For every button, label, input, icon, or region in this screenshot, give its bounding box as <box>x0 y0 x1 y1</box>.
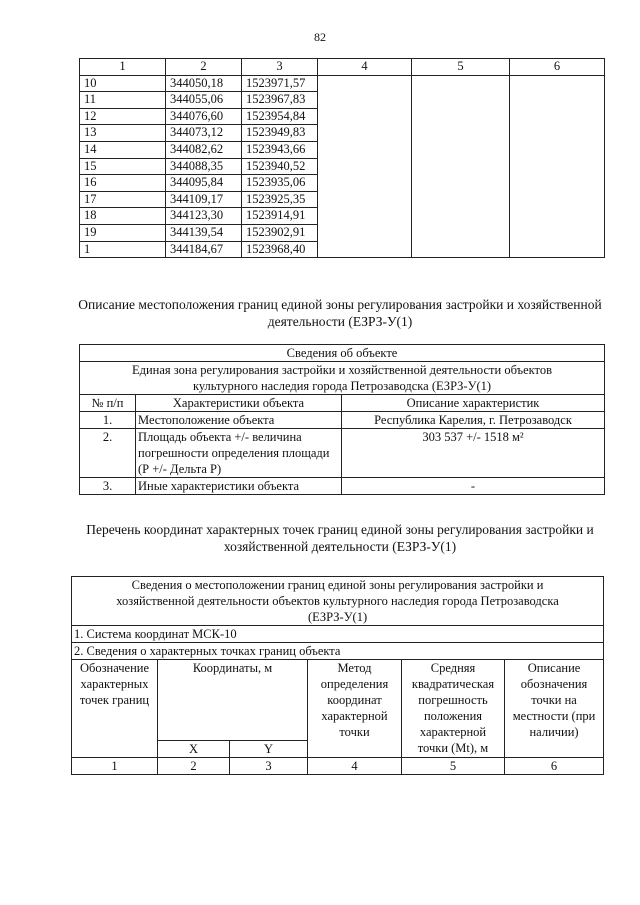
row-number: 3. <box>80 478 136 495</box>
header-cell: 6 <box>510 59 605 76</box>
empty-cell <box>318 75 412 258</box>
characteristic-name: Иные характеристики объекта <box>136 478 342 495</box>
col-desc-header: Описание характеристик <box>342 395 605 412</box>
point-id: 16 <box>80 175 166 192</box>
point-id: 14 <box>80 141 166 158</box>
object-info-title: Сведения об объекте <box>80 345 605 362</box>
coord-x: 344095,84 <box>166 175 242 192</box>
col-description: Описание обозначения точки на местности (при наличии) <box>505 660 604 758</box>
coord-y: 1523935,06 <box>242 175 318 192</box>
column-numbers-row <box>72 758 604 775</box>
table-header-row <box>80 59 605 76</box>
coord-x: 344050,18 <box>166 75 242 92</box>
points-section-title: 2. Сведения о характерных точках границ объекта <box>72 643 604 660</box>
characteristic-name: Местоположение объекта <box>136 412 342 429</box>
characteristic-value: 303 537 +/- 1518 м² <box>342 429 605 478</box>
point-id: 12 <box>80 108 166 125</box>
column-number: 1 <box>72 758 158 775</box>
col-num-header: № п/п <box>80 395 136 412</box>
coord-y: 1523968,40 <box>242 241 318 258</box>
column-number: 2 <box>158 758 230 775</box>
col-char-header: Характеристики объекта <box>136 395 342 412</box>
coord-y: 1523967,83 <box>242 92 318 109</box>
header-cell: 3 <box>242 59 318 76</box>
coord-y: 1523954,84 <box>242 108 318 125</box>
col-error: Средняя квадратическая погрешность положения характерной точки (Mt), м <box>402 660 505 758</box>
object-info-subtitle: Единая зона регулирования застройки и хозяйственной деятельности объектов культурного наследия города Петрозаводска (ЕЗРЗ-У(1) <box>80 362 605 395</box>
column-number: 6 <box>505 758 604 775</box>
coord-x: 344073,12 <box>166 125 242 142</box>
coord-x: 344076,60 <box>166 108 242 125</box>
header-cell: 1 <box>80 59 166 76</box>
point-id: 10 <box>80 75 166 92</box>
point-id: 11 <box>80 92 166 109</box>
header-cell: 4 <box>318 59 412 76</box>
section-caption: Описание местоположения границ единой зоны регулирования застройки и хозяйственной деятельности (ЕЗРЗ-У(1) <box>78 297 602 329</box>
coord-x: 344123,30 <box>166 208 242 225</box>
point-id: 19 <box>80 224 166 241</box>
characteristic-name: Площадь объекта +/- величина погрешности определения площади (Р +/- Дельта Р) <box>136 429 342 478</box>
characteristic-value: - <box>342 478 605 495</box>
coord-y: 1523940,52 <box>242 158 318 175</box>
empty-cell <box>412 75 510 258</box>
coord-x: 344139,54 <box>166 224 242 241</box>
coordinate-system: 1. Система координат МСК-10 <box>72 626 604 643</box>
col-method: Метод определения координат характерной точки <box>308 660 402 758</box>
point-id: 13 <box>80 125 166 142</box>
col-y: Y <box>230 741 308 758</box>
row-number: 2. <box>80 429 136 478</box>
coordinates-table-continued <box>79 58 605 258</box>
coord-x: 344184,67 <box>166 241 242 258</box>
row-number: 1. <box>80 412 136 429</box>
col-coordinates: Координаты, м <box>158 660 308 741</box>
table-row <box>80 429 605 478</box>
coord-y: 1523943,66 <box>242 141 318 158</box>
coord-x: 344082,62 <box>166 141 242 158</box>
characteristic-value: Республика Карелия, г. Петрозаводск <box>342 412 605 429</box>
col-x: X <box>158 741 230 758</box>
header-cell: 5 <box>412 59 510 76</box>
coord-x: 344109,17 <box>166 191 242 208</box>
table-row <box>80 412 605 429</box>
point-id: 17 <box>80 191 166 208</box>
page-number: 82 <box>314 30 326 44</box>
empty-cell <box>510 75 605 258</box>
coord-y: 1523949,83 <box>242 125 318 142</box>
column-number: 4 <box>308 758 402 775</box>
boundary-table-title: Сведения о местоположении границ единой зоны регулирования застройки и хозяйственной деятельности объектов культурного наследия города Петрозаводска (ЕЗРЗ-У(1) <box>72 577 604 626</box>
coord-x: 344088,35 <box>166 158 242 175</box>
table-row <box>80 478 605 495</box>
column-number: 3 <box>230 758 308 775</box>
col-point-designation: Обозначение характерных точек границ <box>72 660 158 758</box>
object-info-table <box>79 344 605 495</box>
coord-y: 1523925,35 <box>242 191 318 208</box>
section-caption: Перечень координат характерных точек границ единой зоны регулирования застройки и хозяйственной деятельности (ЕЗРЗ-У(1) <box>86 522 594 554</box>
table-row <box>80 75 605 92</box>
header-cell: 2 <box>166 59 242 76</box>
column-number: 5 <box>402 758 505 775</box>
point-id: 1 <box>80 241 166 258</box>
coord-y: 1523971,57 <box>242 75 318 92</box>
coord-y: 1523914,91 <box>242 208 318 225</box>
boundary-points-table <box>71 576 604 775</box>
coord-y: 1523902,91 <box>242 224 318 241</box>
coord-x: 344055,06 <box>166 92 242 109</box>
point-id: 15 <box>80 158 166 175</box>
point-id: 18 <box>80 208 166 225</box>
